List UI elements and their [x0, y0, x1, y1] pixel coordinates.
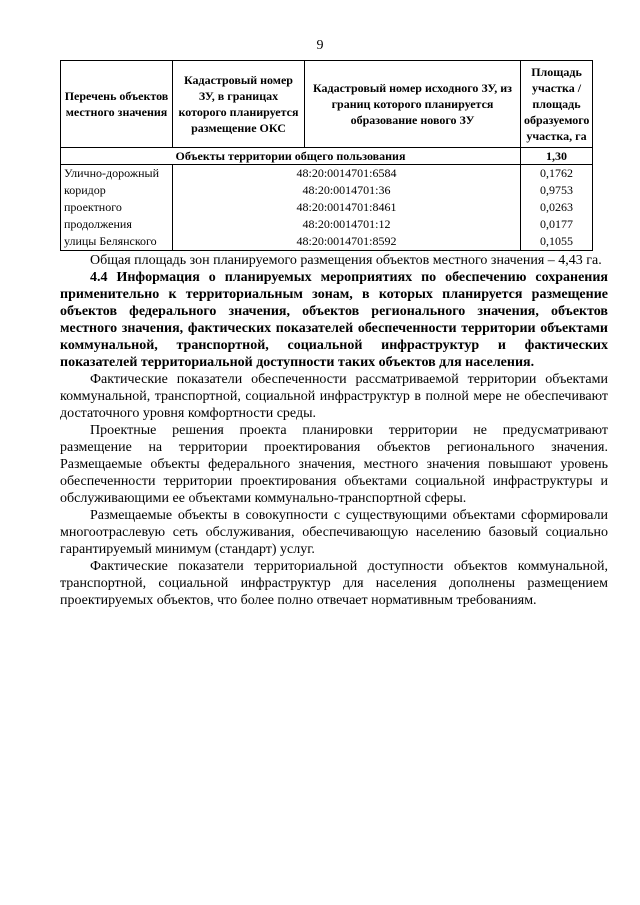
area-value: 0,0177	[540, 217, 573, 231]
paragraph: Фактические показатели территориальной доступности объектов коммунальной, транспортной, социальной инфраструктур для населения дополнены размещением проектируемых объектов, что более полно отвечает нормативным требованиям.	[60, 559, 608, 608]
object-name-line: коридор	[64, 183, 106, 197]
object-name-line: проектного	[64, 200, 122, 214]
paragraph: Размещаемые объекты в совокупности с существующими объектами сформировали многоотраслевую сеть обслуживания, обеспечивающую населению базовый социально гарантируемый минимум (стандарт) услуг.	[60, 508, 608, 557]
cadastral-number: 48:20:0014701:8461	[296, 200, 397, 214]
section-label: Объекты территории общего пользования	[61, 148, 521, 165]
cadastral-number: 48:20:0014701:6584	[296, 166, 397, 180]
area-value: 0,1055	[540, 234, 573, 248]
header-objects: Перечень объектов местного значения	[61, 61, 173, 148]
cadastral-number: 48:20:0014701:12	[302, 217, 391, 231]
section-total: 1,30	[521, 148, 593, 165]
cadastral-numbers	[173, 165, 521, 251]
table-row	[61, 165, 593, 251]
area-values	[521, 165, 593, 251]
header-area: Площадь участка / площадь образуемого участка, га	[521, 61, 593, 148]
header-source-cadastral: Кадастровый номер исходного ЗУ, из границ которого планируется образование нового ЗУ	[305, 61, 521, 148]
cadastral-number: 48:20:0014701:36	[302, 183, 391, 197]
area-value: 0,9753	[540, 183, 573, 197]
object-name-line: улицы Белянского	[64, 234, 157, 248]
page-number: 9	[316, 38, 324, 53]
cadastral-table	[60, 60, 593, 251]
section-row	[61, 148, 593, 165]
object-name-line: продолжения	[64, 217, 132, 231]
paragraph: Проектные решения проекта планировки территории не предусматривают размещение на территории проектирования объектов регионального значения. Размещаемые объекты федерального значения, местного значения повышают уровень обеспеченности территории проектирования объектами социальной инфраструктуры и обслуживающими ее объектами коммунально-транспортной сферы.	[60, 423, 608, 506]
header-oks-cadastral: Кадастровый номер ЗУ, в границах которого планируется размещение ОКС	[173, 61, 305, 148]
paragraph: Фактические показатели обеспеченности рассматриваемой территории объектами коммунальной, транспортной, социальной инфраструктур в полной мере не обеспечивают достаточного уровня комфортности среды.	[60, 372, 608, 421]
table-header-row	[61, 61, 593, 148]
section-heading: 4.4 Информация о планируемых мероприятиях по обеспечению сохранения применительно к территориальным зонам, в которых планируется размещение объектов федерального значения, объектов регионального значения, объектов местного значения, фактических показателей обеспеченности территории объектами коммунальной, транспортной, социальной инфраструктур и фактических показателей территориальной доступности таких объектов для населения.	[60, 270, 608, 370]
area-value: 0,1762	[540, 166, 573, 180]
object-name-line: Улично-дорожный	[64, 166, 160, 180]
total-area-paragraph: Общая площадь зон планируемого размещения объектов местного значения – 4,43 га.	[90, 253, 602, 268]
cadastral-number: 48:20:0014701:8592	[296, 234, 397, 248]
area-value: 0,0263	[540, 200, 573, 214]
object-name	[61, 165, 173, 251]
body-text	[60, 252, 608, 609]
